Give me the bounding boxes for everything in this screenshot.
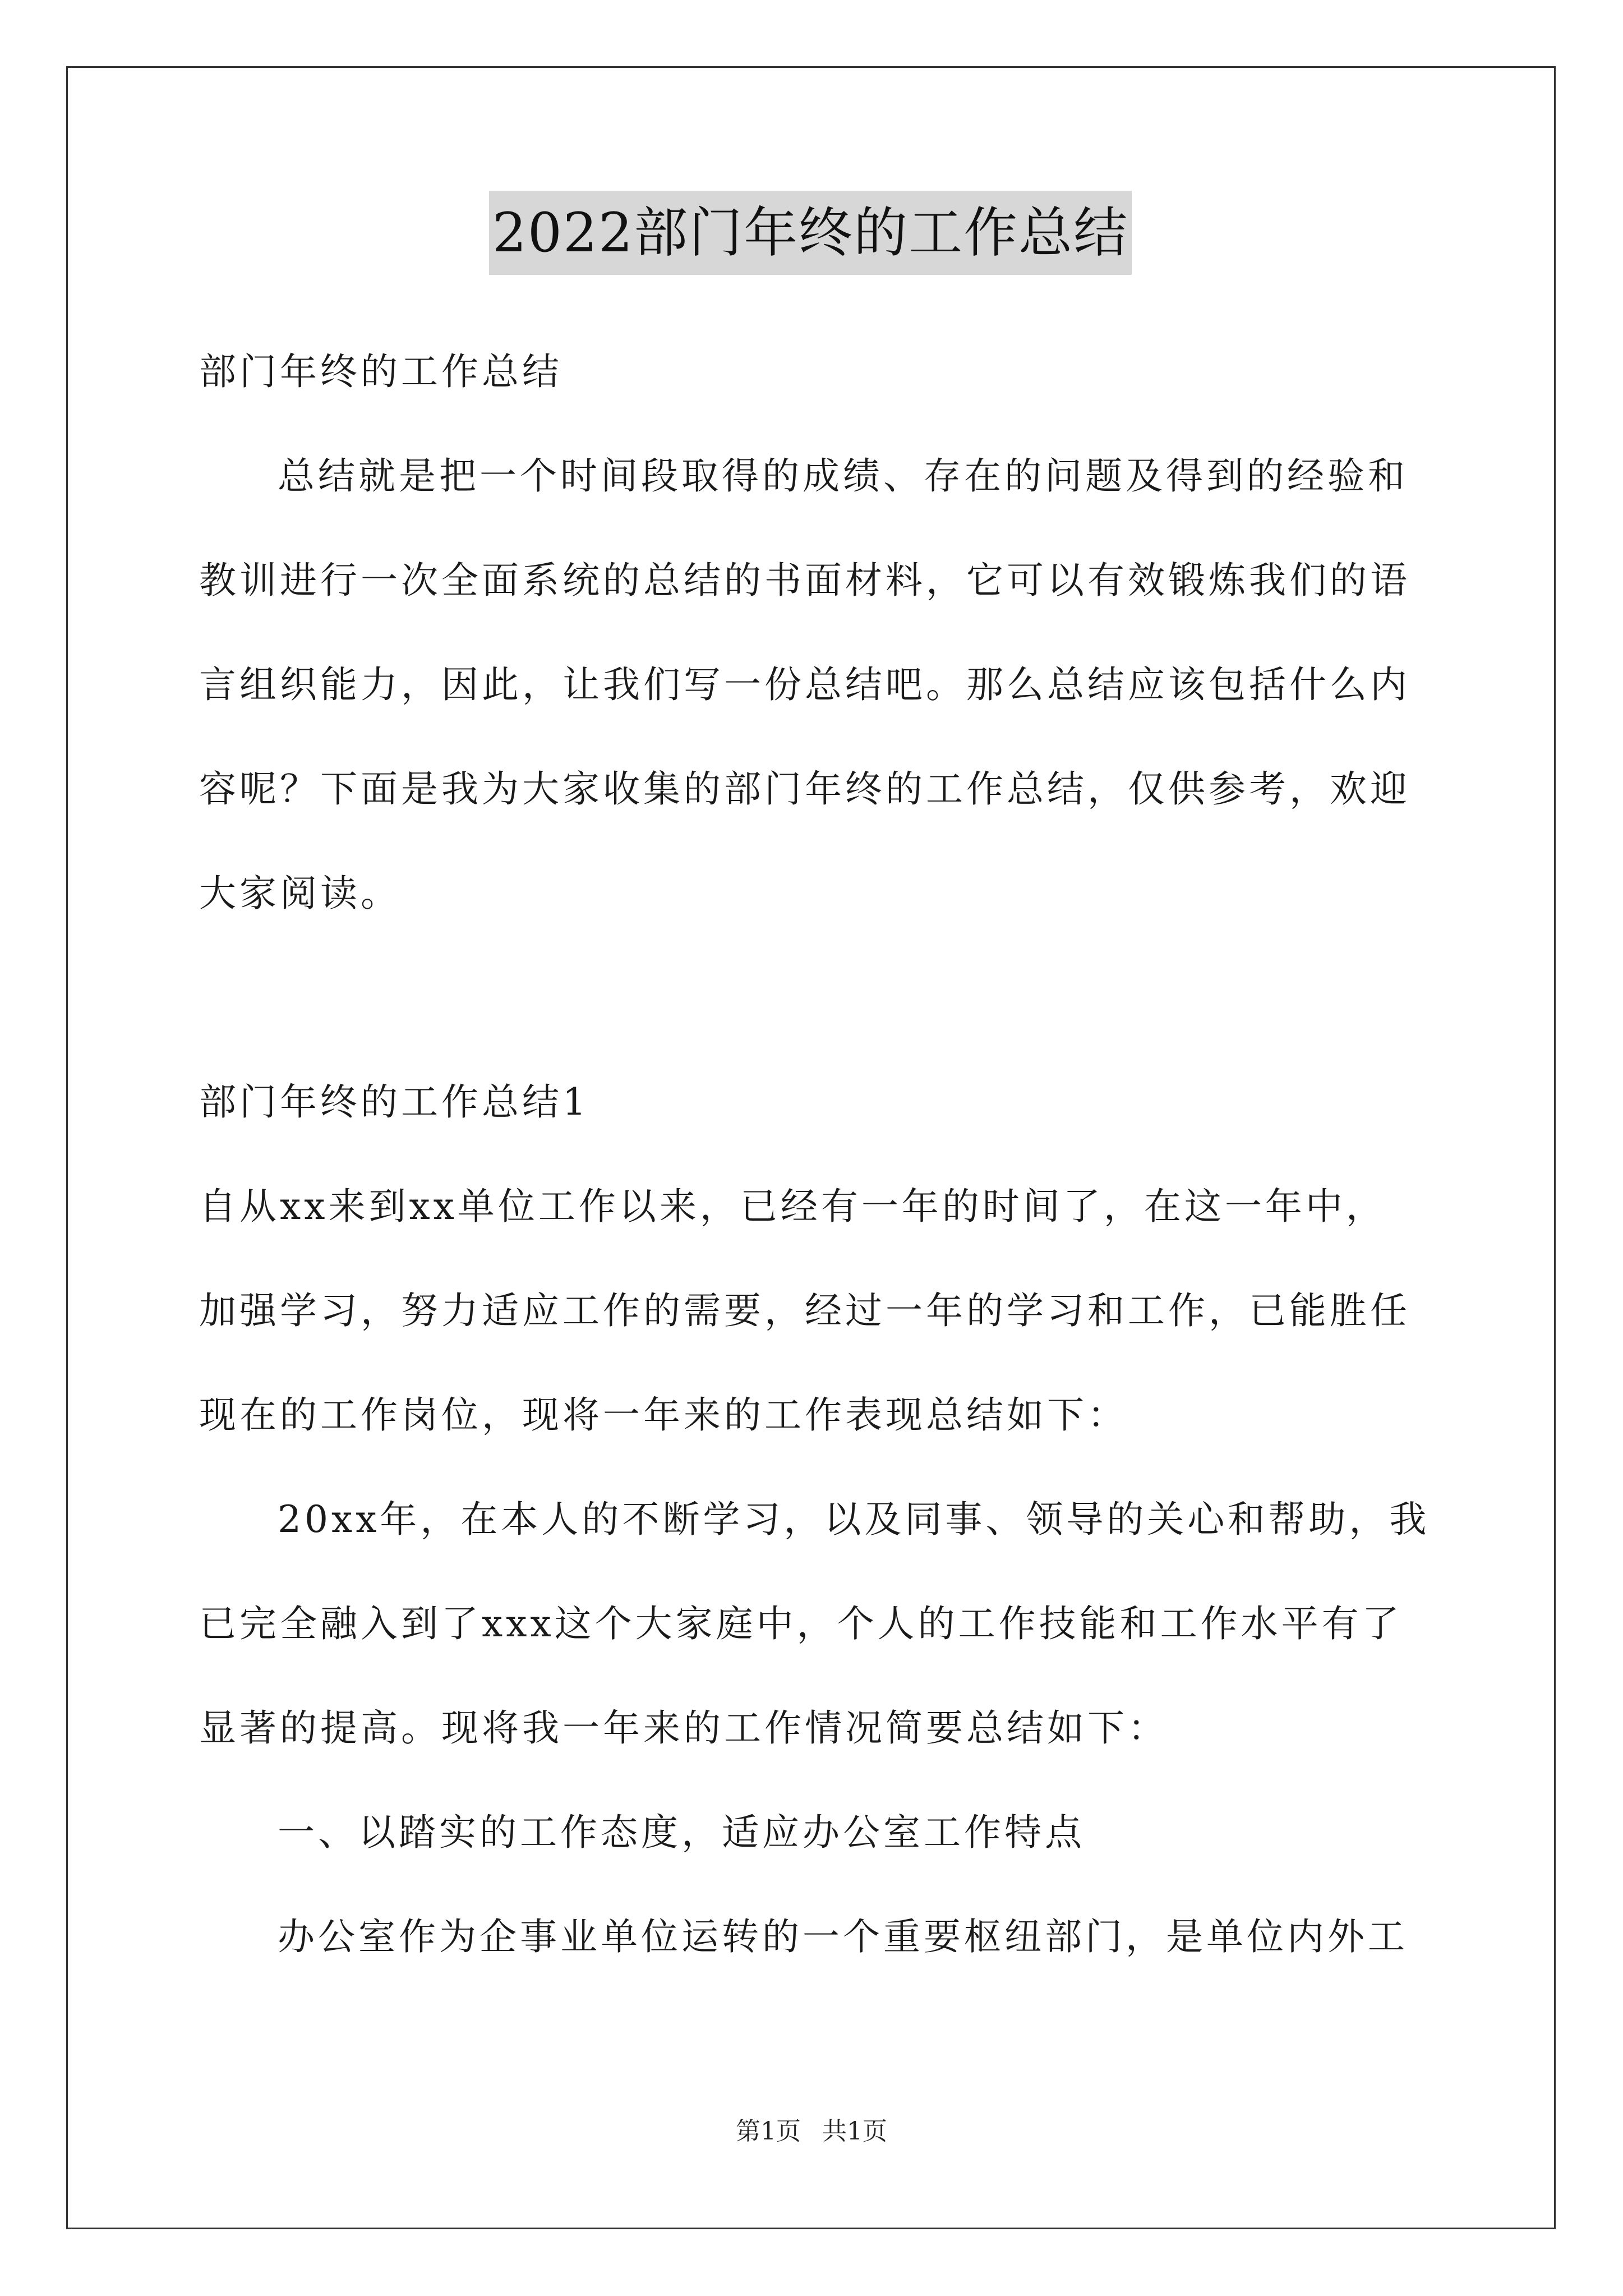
paragraph-line: 言组织能力，因此，让我们写一份总结吧。那么总结应该包括什么内 bbox=[199, 663, 1410, 706]
subheading-line: 一、以踏实的工作态度，适应办公室工作特点 bbox=[278, 1811, 1085, 1854]
paragraph-line: 自从xx来到xx单位工作以来，已经有一年的时间了，在这一年中， bbox=[199, 1185, 1386, 1228]
section-spacer bbox=[199, 946, 1422, 1050]
paragraph-line: 总结就是把一个时间段取得的成绩、存在的问题及得到的经验和 bbox=[278, 454, 1408, 498]
paragraph-line: 已完全融入到了xxx这个大家庭中，个人的工作技能和工作水平有了 bbox=[199, 1602, 1403, 1645]
paragraph-line: 加强学习，努力适应工作的需要，经过一年的学习和工作，已能胜任 bbox=[199, 1289, 1410, 1332]
paragraph-line: 20xx年，在本人的不断学习，以及同事、领导的关心和帮助，我 bbox=[278, 1498, 1430, 1541]
document-body bbox=[199, 191, 1430, 1989]
paragraph-line: 显著的提高。现将我一年来的工作情况简要总结如下： bbox=[199, 1706, 1168, 1750]
title-block bbox=[199, 191, 1422, 275]
section-heading: 部门年终的工作总结1 bbox=[199, 1080, 589, 1124]
page-number: 第1页 bbox=[736, 2117, 801, 2146]
paragraph-line: 现在的工作岗位，现将一年来的工作表现总结如下： bbox=[199, 1393, 1128, 1437]
page-footer bbox=[0, 2115, 1623, 2148]
paragraph-line: 办公室作为企事业单位运转的一个重要枢纽部门，是单位内外工 bbox=[278, 1915, 1408, 1958]
page-total: 共1页 bbox=[822, 2117, 887, 2146]
paragraph-line: 大家阅读。 bbox=[199, 872, 401, 915]
document-title: 2022部门年终的工作总结 bbox=[489, 191, 1132, 275]
paragraph-line: 容呢？下面是我为大家收集的部门年终的工作总结，仅供参考，欢迎 bbox=[199, 767, 1410, 811]
paragraph-line: 教训进行一次全面系统的总结的书面材料，它可以有效锻炼我们的语 bbox=[199, 559, 1410, 602]
subtitle-line: 部门年终的工作总结 bbox=[199, 350, 562, 393]
